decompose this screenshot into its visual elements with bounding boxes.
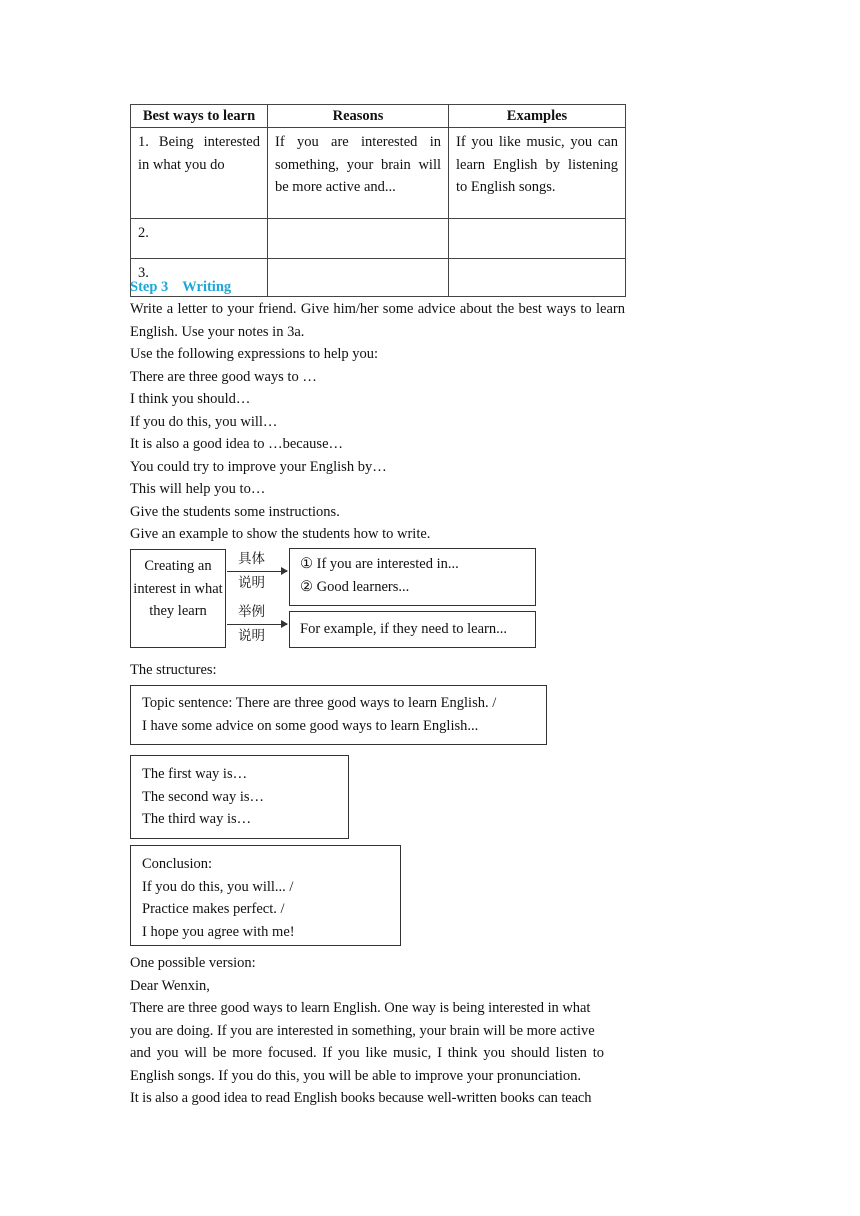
diagram-left-box: Creating an interest in what they learn <box>130 549 226 648</box>
table-header-row <box>131 105 626 128</box>
letter-line: and you will be more focused. If you like music, I think you should listen to <box>130 1045 604 1061</box>
table-header: Reasons <box>268 105 449 128</box>
diagram-point: ① If you are interested in... <box>300 556 459 572</box>
arrow-label: 说明 <box>238 628 265 644</box>
topic-sentence-box <box>130 685 547 745</box>
conclusion-box <box>130 845 401 946</box>
letter-greeting: Dear Wenxin, <box>130 978 210 994</box>
step-title: Writing <box>182 279 232 295</box>
arrow-label: 具体 <box>238 551 265 567</box>
letter-line: There are three good ways to learn English. One way is being interested in what <box>130 1000 591 1016</box>
topic-line: Topic sentence: There are three good ways to learn English. / <box>142 695 497 711</box>
letter-line: English songs. If you do this, you will be able to improve your pronunciation. <box>130 1068 582 1084</box>
task-paragraph: Write a letter to your friend. Give him/her some advice about the best ways to learn English. Use your notes in 3a. <box>130 301 625 340</box>
diagram-point: ② Good learners... <box>300 578 410 595</box>
table-cell: If you like music, you can learn English by listening to English songs. <box>449 128 626 219</box>
table-row <box>131 219 626 259</box>
topic-line: I have some advice on some good ways to learn English... <box>142 717 479 734</box>
expression-item: I think you should… <box>130 391 251 407</box>
expressions-intro: Use the following expressions to help you: <box>130 346 379 362</box>
instruction-line: Give the students some instructions. <box>130 504 340 520</box>
table-cell <box>449 219 626 259</box>
expression-item: If you do this, you will… <box>130 414 278 430</box>
sample-heading: One possible version: <box>130 955 256 971</box>
way-line: The third way is… <box>142 811 252 827</box>
expression-item: This will help you to… <box>130 481 266 497</box>
conclusion-line: I hope you agree with me! <box>142 923 295 940</box>
diagram-right-box-2: For example, if they need to learn... <box>289 611 536 648</box>
conclusion-line: Practice makes perfect. / <box>142 901 285 917</box>
table-row <box>131 128 626 219</box>
arrow-label: 举例 <box>238 604 265 620</box>
table-cell <box>268 219 449 259</box>
way-line: The first way is… <box>142 766 248 782</box>
ways-box <box>130 755 349 839</box>
expression-item: You could try to improve your English by… <box>130 459 387 475</box>
table-cell: 1. Being interested in what you do <box>131 128 268 219</box>
table-cell: 3. <box>131 259 268 297</box>
notes-table <box>130 104 626 297</box>
way-line: The second way is… <box>142 788 265 805</box>
step-heading <box>130 276 625 299</box>
expression-item: It is also a good idea to …because… <box>130 436 344 452</box>
instruction-line: Give an example to show the students how to write. <box>130 526 431 542</box>
conclusion-line: If you do this, you will... / <box>142 878 294 895</box>
table-cell: If you are interested in something, your brain will be more active and... <box>268 128 449 219</box>
table-cell: 2. <box>131 219 268 259</box>
letter-line: you are doing. If you are interested in something, your brain will be more active <box>130 1023 595 1039</box>
conclusion-line: Conclusion: <box>142 856 213 872</box>
expression-item: There are three good ways to … <box>130 369 317 385</box>
structures-heading: The structures: <box>130 662 217 678</box>
table-header: Examples <box>449 105 626 128</box>
diagram-right-box-1 <box>289 548 536 606</box>
letter-line: It is also a good idea to read English books because well-written books can teach <box>130 1090 592 1106</box>
step-label: Step 3 <box>130 279 169 295</box>
table-header: Best ways to learn <box>131 105 268 128</box>
arrow-label: 说明 <box>238 575 265 591</box>
